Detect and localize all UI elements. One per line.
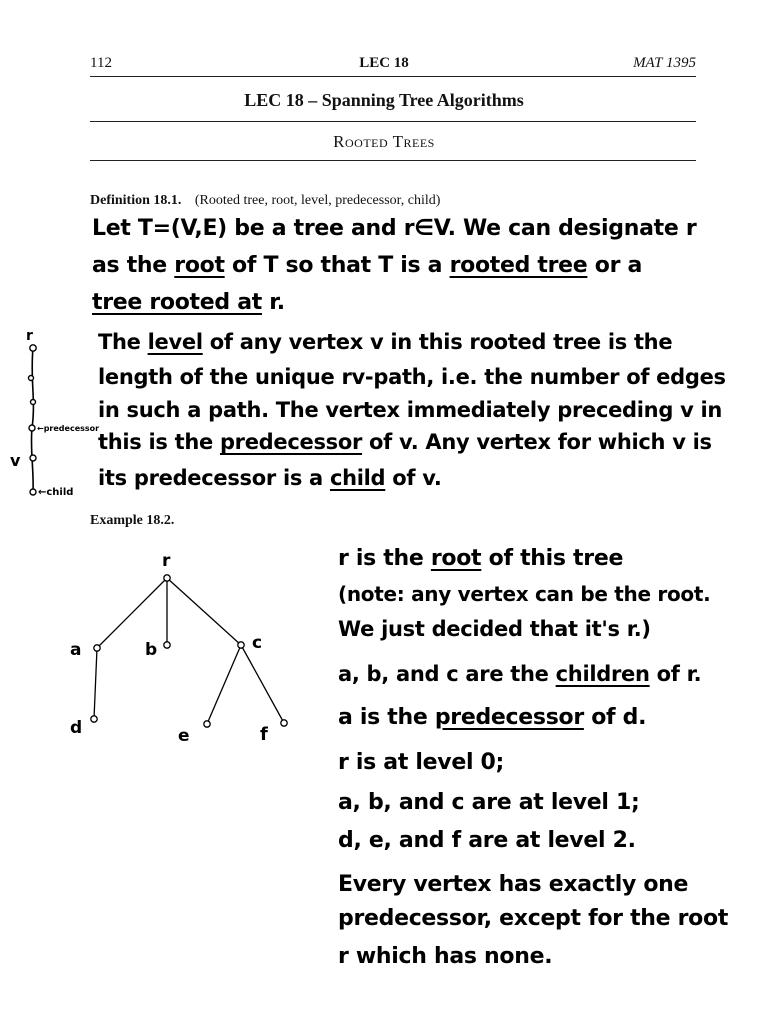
- tree-label-a: a: [70, 640, 82, 660]
- definition-label: Definition 18.1.: [90, 193, 182, 208]
- tree-edge-a-d: [94, 648, 97, 719]
- example-note-10: predecessor, except for the root: [338, 906, 729, 931]
- definition-line-1: Let T=(V,E) be a tree and r∈V. We can designate r: [92, 216, 697, 241]
- definition-line-6: in such a path. The vertex immediately preceding v in: [98, 398, 723, 422]
- tree-vertex-a: [94, 645, 100, 651]
- example-note-5: a is the predecessor of d.: [338, 705, 647, 730]
- definition-line-2: as the root of T so that T is a rooted tree or a: [92, 253, 643, 278]
- page-title: LEC 18 – Spanning Tree Algorithms: [244, 90, 524, 110]
- path-vertex-predecessor: [29, 425, 35, 431]
- path-vertex-v: [30, 455, 36, 461]
- example-note-6: r is at level 0;: [338, 750, 505, 775]
- example-tree: [70, 551, 287, 746]
- path-vertex-root: [30, 345, 36, 351]
- sketch-root-label: r: [26, 328, 33, 344]
- sketch-v-label: v: [10, 451, 21, 470]
- tree-vertex-d: [91, 716, 97, 722]
- section-title: Rooted Trees: [333, 132, 435, 151]
- path-vertex: [31, 400, 36, 405]
- example-note-11: r which has none.: [338, 944, 553, 969]
- tree-label-b: b: [145, 640, 158, 660]
- example-note-1: r is the root of this tree: [338, 546, 624, 571]
- tree-vertex-f: [281, 720, 287, 726]
- example-note-7: a, b, and c are at level 1;: [338, 790, 640, 815]
- definition-line-4: The level of any vertex v in this rooted tree is the: [98, 330, 673, 354]
- course-code: MAT 1395: [633, 55, 696, 71]
- path-edge: [31, 348, 33, 492]
- tree-vertex-e: [204, 721, 210, 727]
- tree-vertex-r: [164, 575, 170, 581]
- example-note-3: We just decided that it's r.): [338, 617, 651, 641]
- tree-label-c: c: [252, 633, 263, 653]
- tree-label-d: d: [70, 718, 83, 738]
- sketch-predecessor-note: ←predecessor: [37, 424, 100, 433]
- tree-edge-r-c: [167, 578, 241, 645]
- definition-line-7: this is the predecessor of v. Any vertex for which v is: [98, 430, 712, 454]
- path-vertex: [29, 376, 34, 381]
- example-note-8: d, e, and f are at level 2.: [338, 828, 636, 853]
- tree-edge-c-e: [207, 645, 241, 724]
- lecture-header: LEC 18: [359, 55, 409, 71]
- sketch-child-note: ←child: [38, 487, 74, 498]
- page-number: 112: [90, 55, 112, 71]
- tree-edge-c-f: [241, 645, 284, 723]
- definition-line-8: its predecessor is a child of v.: [98, 466, 442, 490]
- path-vertex-child: [30, 489, 36, 495]
- tree-edge-r-a: [97, 578, 167, 648]
- example-note-9: Every vertex has exactly one: [338, 872, 689, 897]
- definition-line-5: length of the unique rv-path, i.e. the number of edges: [98, 365, 726, 389]
- example-note-4: a, b, and c are the children of r.: [338, 662, 702, 686]
- tree-label-e: e: [178, 726, 190, 746]
- definition-line-3: tree rooted at r.: [92, 290, 285, 315]
- definition-terms: (Rooted tree, root, level, predecessor, child): [194, 193, 441, 208]
- tree-vertex-c: [238, 642, 244, 648]
- example-note-2: (note: any vertex can be the root.: [338, 582, 711, 606]
- tree-vertex-b: [164, 642, 170, 648]
- example-label: Example 18.2.: [90, 513, 175, 528]
- tree-label-r: r: [162, 551, 171, 571]
- tree-label-f: f: [260, 724, 268, 745]
